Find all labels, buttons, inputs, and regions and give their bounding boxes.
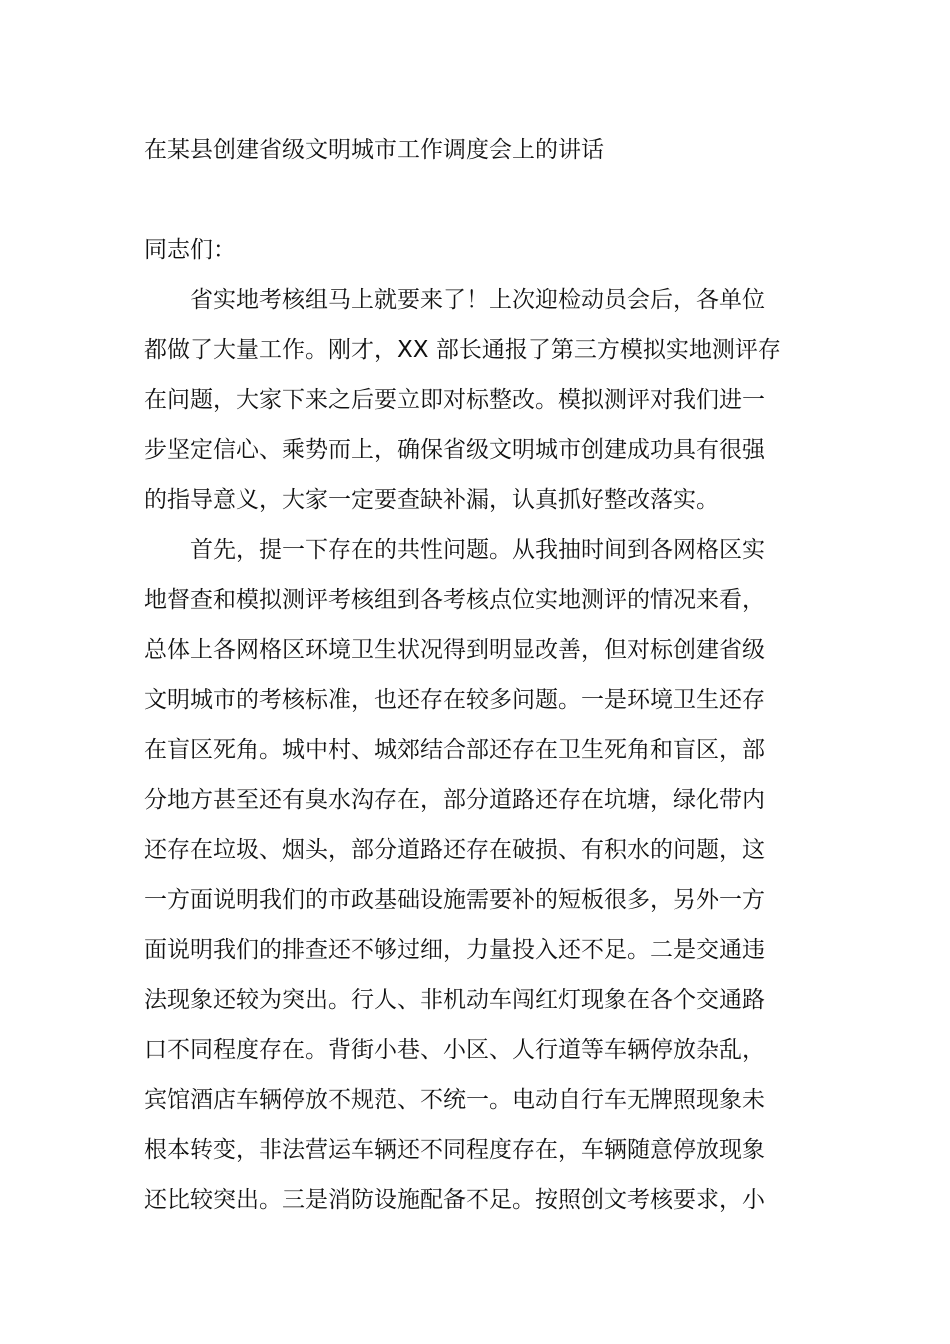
text-line: 文明城市的考核标准，也还存在较多问题。一是环境卫生还存 <box>144 687 765 713</box>
text-line: 的指导意义，大家一定要查缺补漏，认真抓好整改落实。 <box>144 487 719 513</box>
salutation: 同志们： <box>144 237 236 263</box>
text-line: 省实地考核组马上就要来了！上次迎检动员会后，各单位 <box>190 287 765 313</box>
text-line: 总体上各网格区环境卫生状况得到明显改善，但对标创建省级 <box>144 637 765 663</box>
text-line: 步坚定信心、乘势而上，确保省级文明城市创建成功具有很强 <box>144 437 765 463</box>
text-line: 都做了大量工作。刚才，XX 部长通报了第三方模拟实地测评存 <box>144 337 781 363</box>
body-text <box>144 280 809 1230</box>
text-line: 法现象还较为突出。行人、非机动车闯红灯现象在各个交通路 <box>144 987 765 1013</box>
text-line: 分地方甚至还有臭水沟存在，部分道路还存在坑塘，绿化带内 <box>144 787 765 813</box>
text-line: 在盲区死角。城中村、城郊结合部还存在卫生死角和盲区，部 <box>144 737 765 763</box>
text-line: 根本转变，非法营运车辆还不同程度存在，车辆随意停放现象 <box>144 1137 765 1163</box>
text-line: 宾馆酒店车辆停放不规范、不统一。电动自行车无牌照现象未 <box>144 1087 765 1113</box>
text-line: 还比较突出。三是消防设施配备不足。按照创文考核要求，小 <box>144 1187 765 1213</box>
text-line: 首先，提一下存在的共性问题。从我抽时间到各网格区实 <box>190 537 765 563</box>
document-title: 在某县创建省级文明城市工作调度会上的讲话 <box>144 137 604 163</box>
text-line: 一方面说明我们的市政基础设施需要补的短板很多，另外一方 <box>144 887 765 913</box>
text-line: 地督查和模拟测评考核组到各考核点位实地测评的情况来看， <box>144 587 765 613</box>
text-line: 在问题，大家下来之后要立即对标整改。模拟测评对我们进一 <box>144 387 765 413</box>
text-line: 面说明我们的排查还不够过细，力量投入还不足。二是交通违 <box>144 937 765 963</box>
text-line: 口不同程度存在。背街小巷、小区、人行道等车辆停放杂乱， <box>144 1037 765 1063</box>
text-line: 还存在垃圾、烟头，部分道路还存在破损、有积水的问题，这 <box>144 837 765 863</box>
